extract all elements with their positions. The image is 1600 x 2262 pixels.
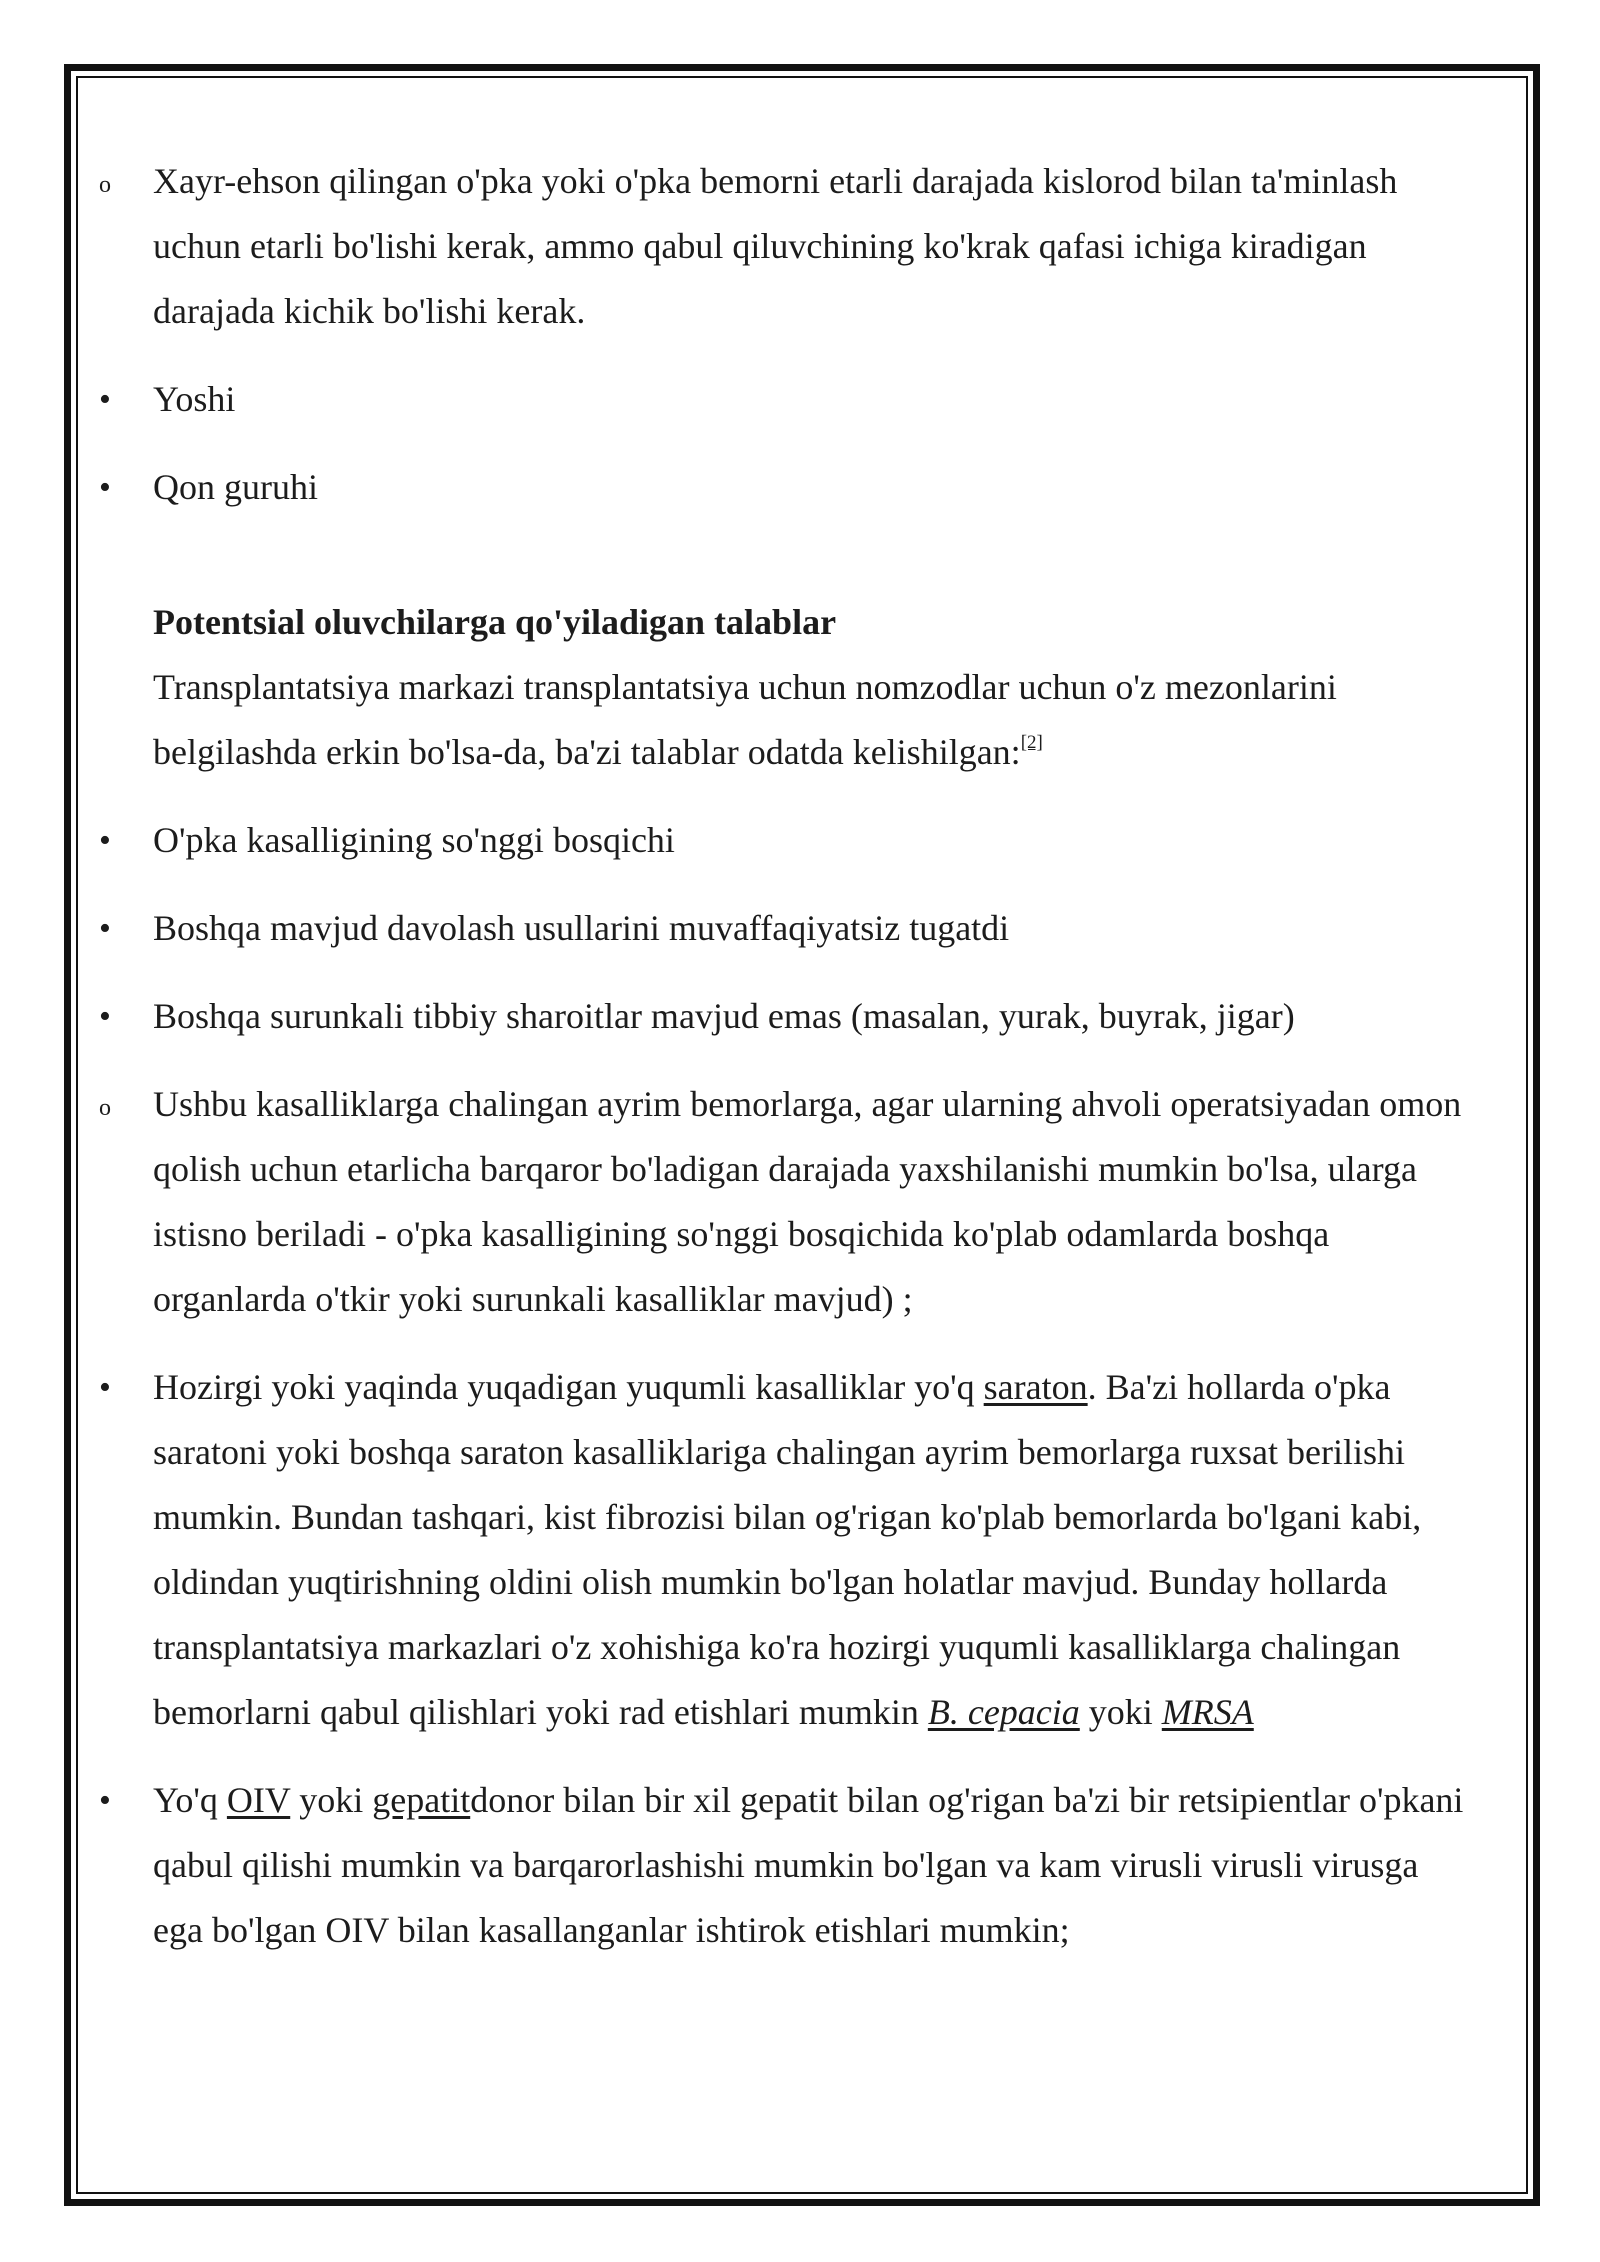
list-item-hiv bbox=[99, 1768, 1469, 1963]
list-item-text: yoki bbox=[1079, 1692, 1162, 1732]
list-item bbox=[99, 808, 1469, 873]
reference-link[interactable]: [2] bbox=[1020, 732, 1043, 753]
list-item-text: Yoshi bbox=[153, 379, 236, 419]
list-marker: • bbox=[99, 910, 111, 947]
list-marker: • bbox=[99, 822, 111, 859]
list-item-text: Boshqa mavjud davolash usullarini muvaffaqiyatsiz tugatdi bbox=[153, 908, 1010, 948]
list-item bbox=[99, 1072, 1469, 1332]
list-item-text: donor bilan bir xil gepatit bilan og'rigan ba'zi bir retsipientlar o'pkani qabul qilishi mumkin va barqarorlashishi mumkin bo'lgan va kam virusli virusli virusga ega bo'lgan OIV bilan kasallanganlar ishtirok etishlari mumkin; bbox=[153, 1780, 1464, 1950]
list-item-text: yoki bbox=[290, 1780, 373, 1820]
list-item bbox=[99, 149, 1469, 344]
list-item-text: Xayr-ehson qilingan o'pka yoki o'pka bemorni etarli darajada kislorod bilan ta'minlash uchun etarli bo'lishi kerak, ammo qabul qiluvchining ko'krak qafasi ichiga kiradigan darajada kichik bo'lishi kerak. bbox=[153, 161, 1398, 331]
list-marker: • bbox=[99, 1782, 111, 1819]
list-item-text: Boshqa surunkali tibbiy sharoitlar mavjud emas (masalan, yurak, buyrak, jigar) bbox=[153, 996, 1295, 1036]
mrsa-link[interactable]: MRSA bbox=[1161, 1692, 1254, 1732]
list-item bbox=[99, 455, 1469, 520]
list-item bbox=[99, 896, 1469, 961]
list-item bbox=[99, 984, 1469, 1049]
list-marker: o bbox=[99, 1095, 111, 1121]
list-item-text: Ushbu kasalliklarga chalingan ayrim bemorlarga, agar ularning ahvoli operatsiyadan omon qolish uchun etarlicha barqaror bo'ladigan darajada yaxshilanishi mumkin bo'lsa, ularga istisno beriladi - o'pka kasalligining so'nggi bosqichida ko'plab odamlarda boshqa organlarda o'tkir yoki surunkali kasalliklar mavjud) ; bbox=[153, 1084, 1462, 1319]
list-item bbox=[99, 367, 1469, 432]
section-intro-text: Transplantatsiya markazi transplantatsiya uchun nomzodlar uchun o'z mezonlarini belgilashda erkin bo'lsa-da, ba'zi talablar odatda kelishilgan: bbox=[153, 667, 1337, 772]
hepatitis-link[interactable]: gepatit bbox=[372, 1780, 471, 1820]
section-heading: Potentsial oluvchilarga qo'yiladigan talablar bbox=[153, 602, 837, 642]
list-item-text: . Ba'zi hollarda o'pka saratoni yoki boshqa saraton kasalliklariga chalingan ayrim bemorlarga ruxsat berilishi mumkin. Bundan tashqari, kist fibrozisi bilan og'rigan ko'plab bemorlarda bo'lgani kabi, oldindan yuqtirishning oldini olish mumkin bo'lgan holatlar mavjud. Bunday hollarda transplantatsiya markazlari o'z xohishiga ko'ra hozirgi yuqumli kasalliklarga chalingan bemorlarni qabul qilishlari yoki rad etishlari mumkin bbox=[153, 1367, 1422, 1732]
list-marker: • bbox=[99, 381, 111, 418]
list-item-text: O'pka kasalligining so'nggi bosqichi bbox=[153, 820, 675, 860]
document-body bbox=[99, 149, 1469, 1986]
hiv-link[interactable]: OIV bbox=[226, 1780, 291, 1820]
list-marker: • bbox=[99, 998, 111, 1035]
list-item-text: Hozirgi yoki yaqinda yuqadigan yuqumli kasalliklar yo'q bbox=[153, 1367, 984, 1407]
cancer-link[interactable]: saraton bbox=[983, 1367, 1088, 1407]
list-item-text: Yo'q bbox=[153, 1780, 227, 1820]
list-marker: o bbox=[99, 172, 111, 198]
list-marker: • bbox=[99, 1369, 111, 1406]
list-item-text: Qon guruhi bbox=[153, 467, 318, 507]
section-intro bbox=[153, 655, 1469, 785]
list-marker: • bbox=[99, 469, 111, 506]
list-item-infections bbox=[99, 1355, 1469, 1745]
bcepacia-link[interactable]: B. cepacia bbox=[927, 1692, 1080, 1732]
requirements-section bbox=[99, 590, 1469, 785]
